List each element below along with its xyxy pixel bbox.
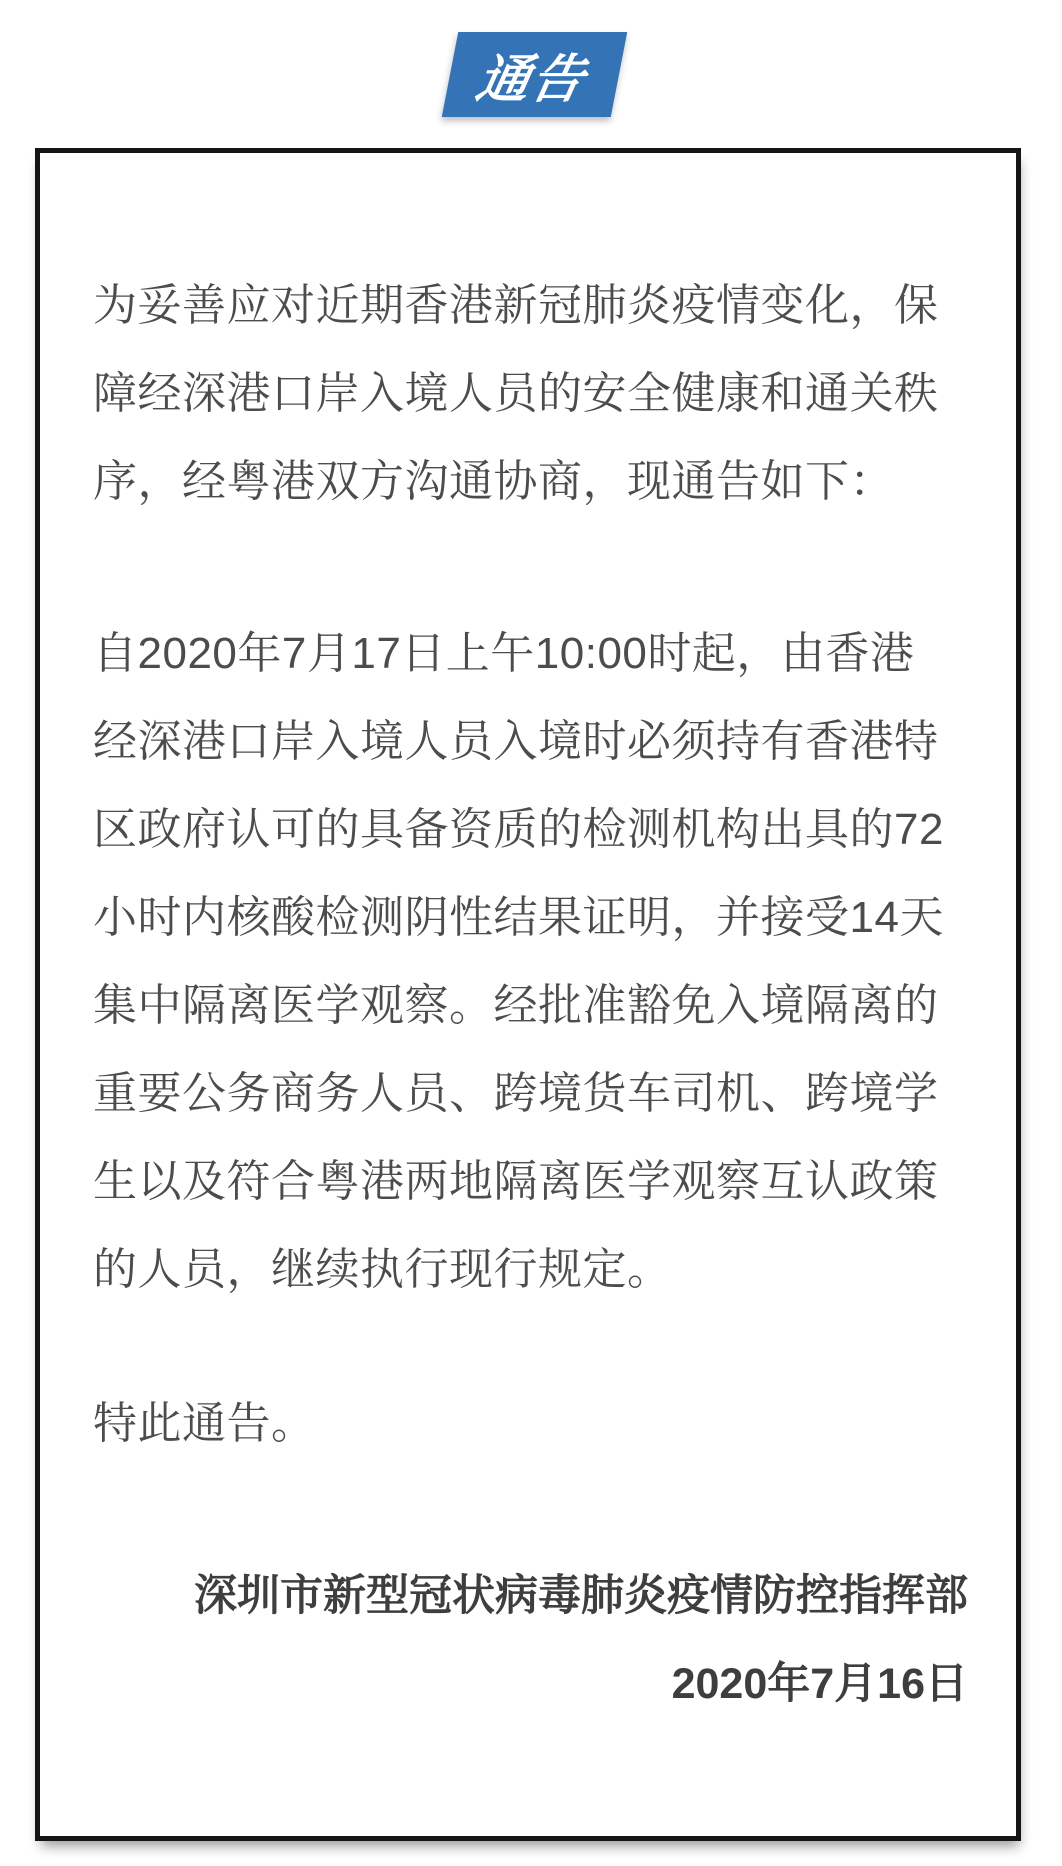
notice-body xyxy=(40,153,1016,1728)
signature-issuer: 深圳市新型冠状病毒肺炎疫情防控指挥部 xyxy=(194,1572,968,1620)
notice-line: 特此通告。 xyxy=(93,1399,316,1448)
notice-line: 集中隔离医学观察。经批准豁免入境隔离的 xyxy=(93,981,939,1030)
notice-line: 区政府认可的具备资质的检测机构出具的72 xyxy=(93,805,944,854)
notice-line: 经深港口岸入境人员入境时必须持有香港特 xyxy=(93,717,939,766)
signature-block xyxy=(93,1552,968,1728)
paragraph-closing xyxy=(93,1380,968,1468)
notice-line: 障经深港口岸入境人员的安全健康和通关秩 xyxy=(93,369,939,418)
notice-line: 为妥善应对近期香港新冠肺炎疫情变化，保 xyxy=(93,281,939,330)
notice-badge-label: 通告 xyxy=(471,51,592,109)
notice-box xyxy=(35,148,1021,1841)
notice-badge xyxy=(442,32,628,117)
notice-line: 重要公务商务人员、跨境货车司机、跨境学 xyxy=(93,1069,939,1118)
paragraph-intro xyxy=(93,262,968,526)
notice-line: 生以及符合粤港两地隔离医学观察互认政策 xyxy=(93,1157,939,1206)
notice-line: 的人员，继续执行现行规定。 xyxy=(93,1245,672,1294)
paragraph-measures xyxy=(93,610,968,1314)
notice-line: 自2020年7月17日上午10:00时起，由香港 xyxy=(93,629,915,678)
notice-line: 序，经粤港双方沟通协商，现通告如下： xyxy=(93,457,894,506)
notice-line: 小时内核酸检测阴性结果证明，并接受14天 xyxy=(93,893,944,942)
signature-date: 2020年7月16日 xyxy=(671,1660,968,1708)
